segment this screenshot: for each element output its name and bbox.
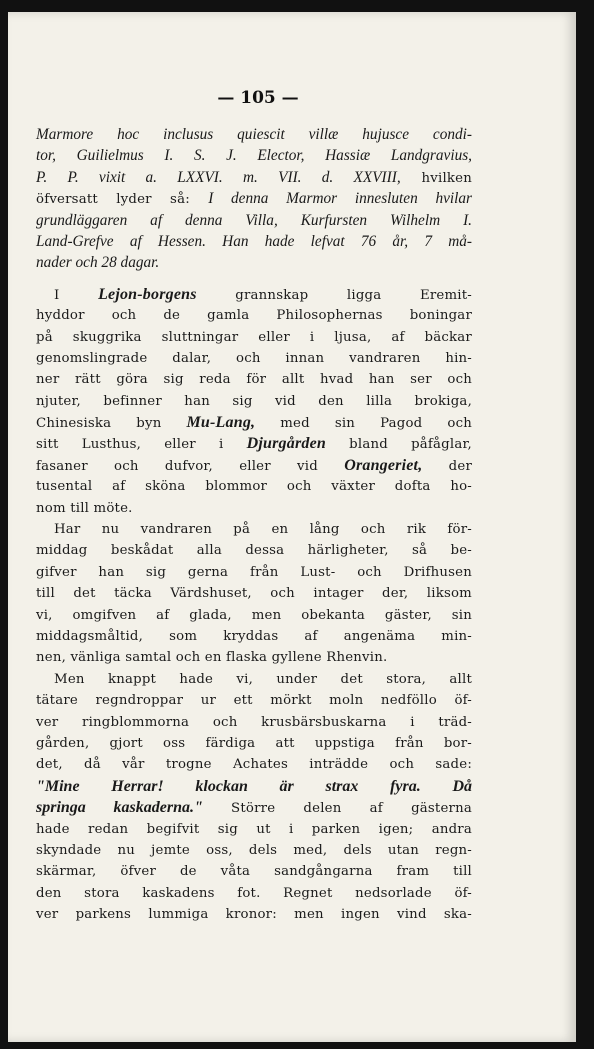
book-page <box>8 12 576 1042</box>
text-run: der <box>422 458 472 474</box>
text-line: nen, vänliga samtal och en flaska gyllene Rhenvin. <box>36 650 388 666</box>
paragraph-3 <box>36 669 472 926</box>
text-line: det, då vår trogne Achates inträdde och sade: <box>36 757 472 773</box>
text-line: skärmar, öfver de våta sandgångarna fram till <box>36 864 472 880</box>
text-line: ver parkens lummiga kronor: men ingen vind ska- <box>36 907 472 923</box>
text-run: Chinesiska byn <box>36 416 187 432</box>
text-line: Har nu vandraren på en lång och rik för- <box>54 522 472 538</box>
text-line: genomslingrade dalar, och innan vandraren hin- <box>36 350 472 366</box>
text-line: gården, gjort oss färdiga att uppstiga från bor- <box>36 735 472 751</box>
inscription-line: Marmore hoc inclusus quiescit villæ hujusce condi- <box>36 126 472 143</box>
text-line: middag beskådat alla dessa härligheter, så be- <box>36 543 472 559</box>
text-line <box>36 284 472 305</box>
text-run: med sin Pagod och <box>255 416 472 432</box>
translation-line <box>36 188 472 209</box>
text-line <box>36 797 472 818</box>
translation-line: grundläggaren af denna Villa, Kurfursten Wilhelm I. <box>36 211 472 229</box>
text-run: bland påfåglar, <box>325 437 472 453</box>
translation-line: nader och 28 dagar. <box>36 254 160 272</box>
translation-intro: öfversatt lyder så: <box>36 192 209 208</box>
text-line: till det täcka Värdshuset, och intager der, liksom <box>36 586 472 602</box>
page-number: — 105 — <box>217 88 299 108</box>
emphasis: Lejon-borgens <box>98 285 197 303</box>
text-line: tätare regndroppar ur ett mörkt moln nedföllo öf- <box>36 693 472 709</box>
text-line: gifver han sig gerna från Lust- och Drifhusen <box>36 564 472 580</box>
text-line <box>36 776 472 797</box>
text-run: fasaner och dufvor, eller vid <box>36 458 345 474</box>
text-line: på skuggrika sluttningar eller i ljusa, af bäckar <box>36 329 472 345</box>
text-line: ver ringblommorna och krusbärsbuskarna i träd- <box>36 714 472 730</box>
translation-italic: I denna Marmor innesluten hvilar <box>208 190 472 208</box>
paragraph-1 <box>36 284 472 519</box>
text-line: ner rätt göra sig reda för allt hvad han ser och <box>36 372 472 388</box>
text-run: I <box>54 287 99 303</box>
text-run: grannskap ligga Eremit- <box>196 287 472 303</box>
text-line <box>36 455 472 476</box>
text-line: vi, omgifven af glada, men obekanta gäster, sin <box>36 607 472 623</box>
emphasis: "Mine Herrar! klockan är strax fyra. Då <box>36 777 472 795</box>
emphasis: Djurgården <box>246 435 326 453</box>
text-run: sitt Lusthus, eller i <box>36 437 247 453</box>
paragraph-2 <box>36 519 472 669</box>
emphasis: Mu-Lang, <box>186 414 256 432</box>
text-line: middagsmåltid, som kryddas af angenäma min- <box>36 628 472 644</box>
text-line <box>36 433 472 454</box>
inscription-text: P. P. vixit a. LXXVI. m. VII. d. XXVIII, <box>36 168 401 186</box>
text-line: Men knappt hade vi, under det stora, allt <box>54 671 472 687</box>
emphasis: Orangeriet, <box>344 456 423 474</box>
emphasis: springa kaskaderna." <box>36 799 203 817</box>
text-line: hyddor och de gamla Philosophernas boningar <box>36 308 472 324</box>
page-text <box>36 124 472 925</box>
inscription-tail: hvilken <box>400 170 472 186</box>
inscription-line-last <box>36 167 472 188</box>
text-line <box>36 412 472 433</box>
inscription-line: tor, Guilielmus I. S. J. Elector, Hassiæ Landgravius, <box>36 147 472 165</box>
text-line: hade redan begifvit sig ut i parken igen; andra <box>36 821 472 837</box>
text-line: skyndade nu jemte oss, dels med, dels utan regn- <box>36 842 472 858</box>
text-line: nom till möte. <box>36 500 133 516</box>
translation-line: Land-Grefve af Hessen. Han hade lefvat 76 år, 7 må- <box>36 232 472 250</box>
text-run: Större delen af gästerna <box>202 801 472 817</box>
text-line: njuter, befinner han sig vid den lilla brokiga, <box>36 393 472 409</box>
text-line: tusental af sköna blommor och växter dofta ho- <box>36 479 472 495</box>
text-line: den stora kaskadens fot. Regnet nedsorlade öf- <box>36 885 472 901</box>
